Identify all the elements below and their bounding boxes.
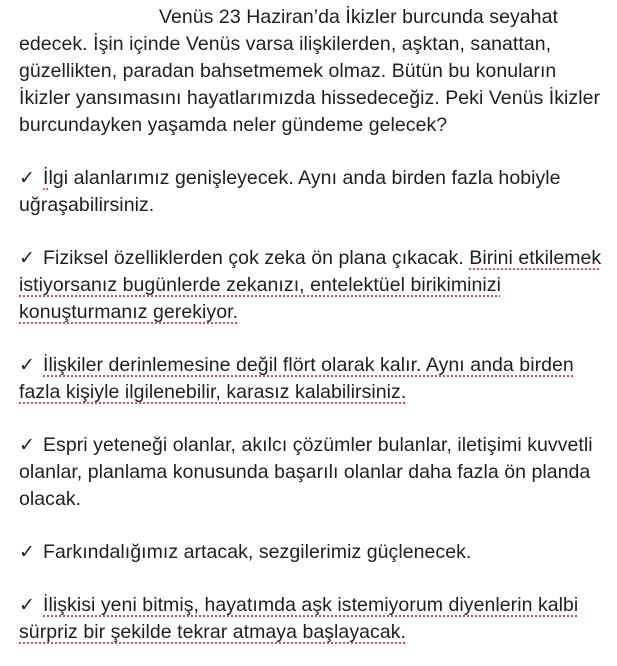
checkmark-icon: ✓ — [19, 247, 35, 269]
checkmark-icon: ✓ — [19, 354, 35, 376]
bullet-item-4 — [19, 432, 609, 513]
checkmark-icon: ✓ — [19, 434, 35, 456]
checkmark-icon: ✓ — [19, 594, 35, 616]
checkmark-icon: ✓ — [19, 167, 35, 189]
spellcheck-marked-text[interactable]: İ — [43, 167, 49, 189]
bullet-text-lead: Fiziksel özelliklerden çok zeka ön plana çıkacak. — [43, 247, 470, 269]
spellcheck-marked-text[interactable]: İlişkisi yeni bitmiş, hayatımda aşk istemiyorum diyenlerin kalbi sürpriz bir şekilde tekrar atmaya başlayacak. — [19, 594, 579, 643]
bullet-item-2 — [19, 245, 609, 326]
bullet-item-6 — [19, 592, 609, 646]
bullet-item-1 — [19, 165, 609, 219]
bullet-item-5 — [19, 539, 609, 566]
bullet-text-lead: Espri yeteneği olanlar, akılcı çözümler bulanlar, iletişimi kuvvetli olanlar, planlama konusunda başarılı olanlar daha fazla ön planda olacak. — [19, 434, 593, 510]
bullet-item-3 — [19, 352, 609, 406]
bullet-text-rest: lgi alanlarımız genişleyecek. Aynı anda birden fazla hobiyle uğraşabilirsiniz. — [19, 167, 561, 216]
spellcheck-marked-text[interactable]: İlişkiler derinlemesine değil flört olarak kalır. Aynı anda birden fazla kişiyle ilgilenebilir, karasız kalabilirsiniz. — [19, 354, 574, 403]
document-body — [19, 4, 609, 646]
checkmark-icon: ✓ — [19, 541, 35, 563]
intro-paragraph: Venüs 23 Haziran’da İkizler burcunda seyahat edecek. İşin içinde Venüs varsa ilişkilerden, aşktan, sanattan, güzellikten, paradan bahsetmemek olmaz. Bütün bu konuların İkizler yansımasını hayatlarımızda hissedeceğiz. Peki Venüs İkizler burcundayken yaşamda neler gündeme gelecek? — [19, 6, 601, 136]
spellcheck-marked-text[interactable]: Birini etkilemek istiyorsanız bugünlerde zekanızı, entelektüel birikiminizi konuşturmanız gerekiyor. — [19, 247, 602, 323]
bullet-text-lead: Farkındalığımız artacak, sezgilerimiz güçlenecek. — [43, 541, 472, 563]
